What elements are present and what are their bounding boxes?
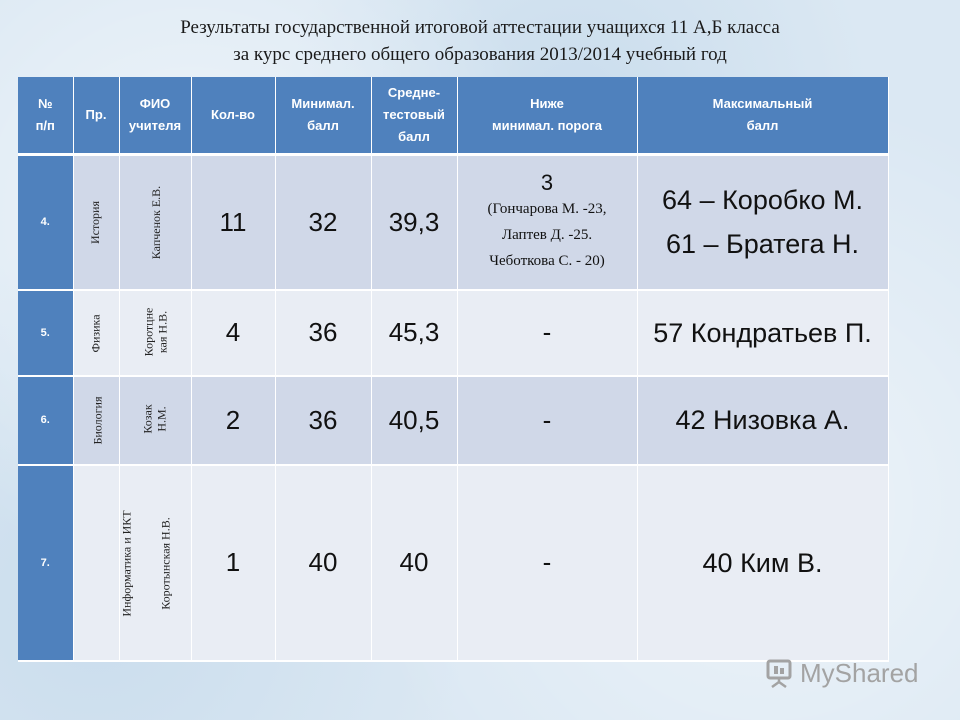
teacher-label: Коротынская Н.В. xyxy=(158,516,173,610)
subject-cell xyxy=(73,290,119,376)
subject-label: Информатика и ИКТ xyxy=(119,509,134,617)
count-cell: 4 xyxy=(191,290,275,376)
header-row xyxy=(18,77,888,155)
subject-cell xyxy=(73,465,134,661)
below-name: Лаптев Д. -25. xyxy=(501,227,593,244)
max-score-entry: 61 – Братега Н. xyxy=(665,229,860,260)
subject-label: Физика xyxy=(88,313,103,353)
table-row xyxy=(18,465,888,661)
results-table xyxy=(18,77,889,662)
max-score-cell: 40 Ким В. xyxy=(637,465,888,661)
count-cell: 11 xyxy=(191,155,275,290)
subject-cell xyxy=(73,155,119,290)
table-row xyxy=(18,155,888,290)
below-threshold-cell: - xyxy=(457,465,637,661)
row-number: 5. xyxy=(18,290,73,376)
watermark-text: MyShared xyxy=(800,657,919,688)
min-score-cell: 36 xyxy=(275,290,371,376)
count-cell: 2 xyxy=(191,376,275,465)
col-header-count: Кол-во xyxy=(191,77,275,155)
teacher-label: Козак Н.М. xyxy=(141,404,169,434)
col-header-max: Максимальный балл xyxy=(637,77,888,155)
watermark xyxy=(766,655,919,691)
min-score-cell: 36 xyxy=(275,376,371,465)
below-threshold-cell xyxy=(457,155,637,290)
row-number: 7. xyxy=(18,465,73,661)
max-score-cell xyxy=(637,155,888,290)
col-header-below: Ниже минимал. порога xyxy=(457,77,637,155)
col-header-num: № п/п xyxy=(18,77,73,155)
title-line-2: за курс среднего общего образования 2013/2014 учебный год xyxy=(233,44,727,65)
page-title xyxy=(0,14,960,68)
myshared-logo-icon xyxy=(766,658,794,688)
col-header-min: Минимал. балл xyxy=(275,77,371,155)
table-row xyxy=(18,290,888,376)
row-number: 6. xyxy=(18,376,73,465)
below-name: (Гончарова М. -23, xyxy=(487,201,607,218)
col-header-teacher: ФИО учителя xyxy=(119,77,191,155)
below-threshold-cell: - xyxy=(457,376,637,465)
avg-score-cell: 40 xyxy=(371,465,457,661)
max-score-entry: 64 – Коробко М. xyxy=(662,185,863,216)
avg-score-cell: 40,5 xyxy=(371,376,457,465)
count-cell: 1 xyxy=(191,465,275,661)
avg-score-cell: 39,3 xyxy=(371,155,457,290)
teacher-cell xyxy=(119,376,191,465)
below-name: Чеботкова С. - 20) xyxy=(489,253,605,270)
subject-label: Биология xyxy=(90,396,105,445)
teacher-label: Коротцне кая Н.В. xyxy=(140,307,169,356)
teacher-cell xyxy=(119,290,191,376)
row-number: 4. xyxy=(18,155,73,290)
title-line-1: Результаты государственной итоговой аттестации учащихся 11 А,Б класса xyxy=(180,17,780,38)
teacher-cell xyxy=(119,155,191,290)
teacher-label: Капченок Е.В. xyxy=(148,186,163,260)
min-score-cell: 40 xyxy=(275,465,371,661)
max-score-cell: 42 Низовка А. xyxy=(637,376,888,465)
col-header-subject: Пр. xyxy=(73,77,119,155)
subject-label: История xyxy=(88,201,103,245)
col-header-avg: Средне- тестовый балл xyxy=(371,77,457,155)
avg-score-cell: 45,3 xyxy=(371,290,457,376)
max-score-cell: 57 Кондратьев П. xyxy=(637,290,888,376)
min-score-cell: 32 xyxy=(275,155,371,290)
table-row xyxy=(18,376,888,465)
below-threshold-cell: - xyxy=(457,290,637,376)
subject-cell xyxy=(73,376,119,465)
below-count: 3 xyxy=(540,170,554,196)
